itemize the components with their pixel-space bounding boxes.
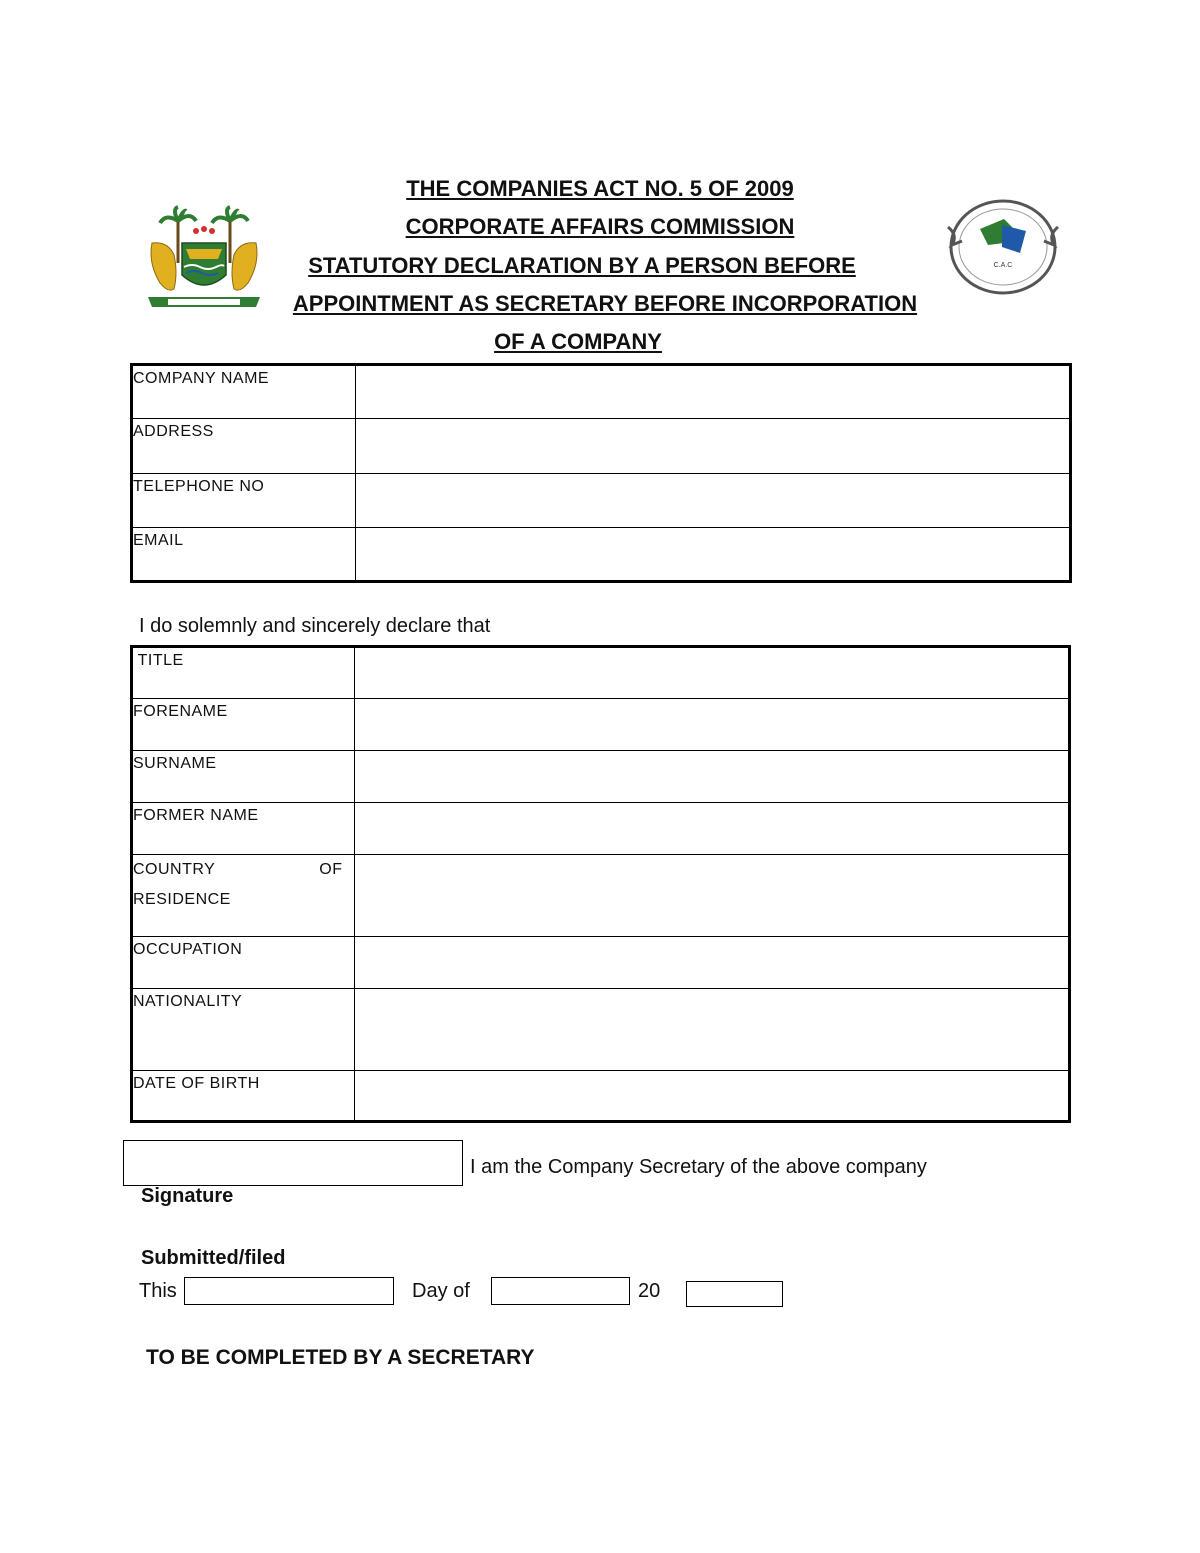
company-name-cell [355, 365, 1070, 419]
table-row [132, 474, 1071, 528]
company-details-table [130, 363, 1072, 583]
year-input[interactable] [686, 1281, 783, 1307]
email-label: EMAIL [132, 528, 356, 582]
country-of-residence-label [132, 855, 355, 937]
month-input[interactable] [491, 1277, 630, 1305]
occupation-label: OCCUPATION [132, 937, 355, 989]
table-row [132, 937, 1070, 989]
forename-cell [355, 699, 1070, 751]
table-row [132, 751, 1070, 803]
former-name-cell [355, 803, 1070, 855]
year-prefix-label: 20 [638, 1280, 661, 1302]
surname-label: SURNAME [132, 751, 355, 803]
table-row [132, 647, 1070, 699]
address-input[interactable] [356, 419, 1069, 439]
country-word: COUNTRY [133, 861, 216, 878]
telephone-input[interactable] [356, 474, 1069, 494]
company-name-input[interactable] [356, 366, 1069, 386]
heading-declaration-2: APPOINTMENT AS SECRETARY BEFORE INCORPORATION [292, 291, 918, 316]
of-word: OF [319, 861, 343, 878]
footer-instruction: TO BE COMPLETED BY A SECRETARY [146, 1346, 535, 1369]
table-row [132, 1071, 1070, 1122]
signature-label: Signature [141, 1185, 234, 1207]
this-label: This [139, 1280, 177, 1302]
date-of-birth-label: DATE OF BIRTH [132, 1071, 355, 1122]
occupation-input[interactable] [355, 937, 1068, 957]
forename-label: FORENAME [132, 699, 355, 751]
nationality-label: NATIONALITY [132, 989, 355, 1071]
telephone-cell [355, 474, 1070, 528]
former-name-label: FORMER NAME [132, 803, 355, 855]
day-input[interactable] [184, 1277, 394, 1305]
heading-commission: CORPORATE AFFAIRS COMMISSION [405, 214, 795, 239]
person-details-table [130, 645, 1071, 1123]
address-label: ADDRESS [132, 419, 356, 474]
table-row [132, 699, 1070, 751]
title-input[interactable] [355, 648, 1068, 668]
surname-input[interactable] [355, 751, 1068, 771]
table-row [132, 989, 1070, 1071]
company-name-label: COMPANY NAME [132, 365, 356, 419]
coat-of-arms-logo [138, 203, 270, 315]
cac-logo [944, 195, 1062, 297]
country-of-residence-input[interactable] [355, 855, 1068, 875]
date-of-birth-input[interactable] [355, 1071, 1068, 1091]
surname-cell [355, 751, 1070, 803]
nationality-input[interactable] [355, 989, 1068, 1009]
date-of-birth-cell [355, 1071, 1070, 1122]
cac-logo-text: C.A.C [993, 262, 1013, 269]
country-of-residence-line1 [133, 855, 354, 885]
table-row [132, 803, 1070, 855]
address-cell [355, 419, 1070, 474]
table-row [132, 419, 1071, 474]
title-label: TITLE [132, 647, 355, 699]
heading-declaration-3: OF A COMPANY [494, 329, 662, 354]
signature-box[interactable] [123, 1140, 463, 1186]
email-input[interactable] [356, 528, 1069, 548]
forename-input[interactable] [355, 699, 1068, 719]
declaration-text: I do solemnly and sincerely declare that [139, 615, 491, 637]
title-cell [355, 647, 1070, 699]
telephone-label: TELEPHONE NO [132, 474, 356, 528]
submitted-label: Submitted/filed [141, 1247, 286, 1269]
country-of-residence-cell [355, 855, 1070, 937]
day-of-label: Day of [412, 1280, 470, 1302]
heading-declaration-1: STATUTORY DECLARATION BY A PERSON BEFORE [308, 253, 856, 278]
secretary-statement: I am the Company Secretary of the above company [470, 1156, 927, 1178]
table-row [132, 365, 1071, 419]
table-row [132, 855, 1070, 937]
email-cell [355, 528, 1070, 582]
occupation-cell [355, 937, 1070, 989]
residence-word: RESIDENCE [133, 891, 231, 908]
former-name-input[interactable] [355, 803, 1068, 823]
table-row [132, 528, 1071, 582]
heading-act: THE COMPANIES ACT NO. 5 OF 2009 [406, 176, 794, 201]
nationality-cell [355, 989, 1070, 1071]
